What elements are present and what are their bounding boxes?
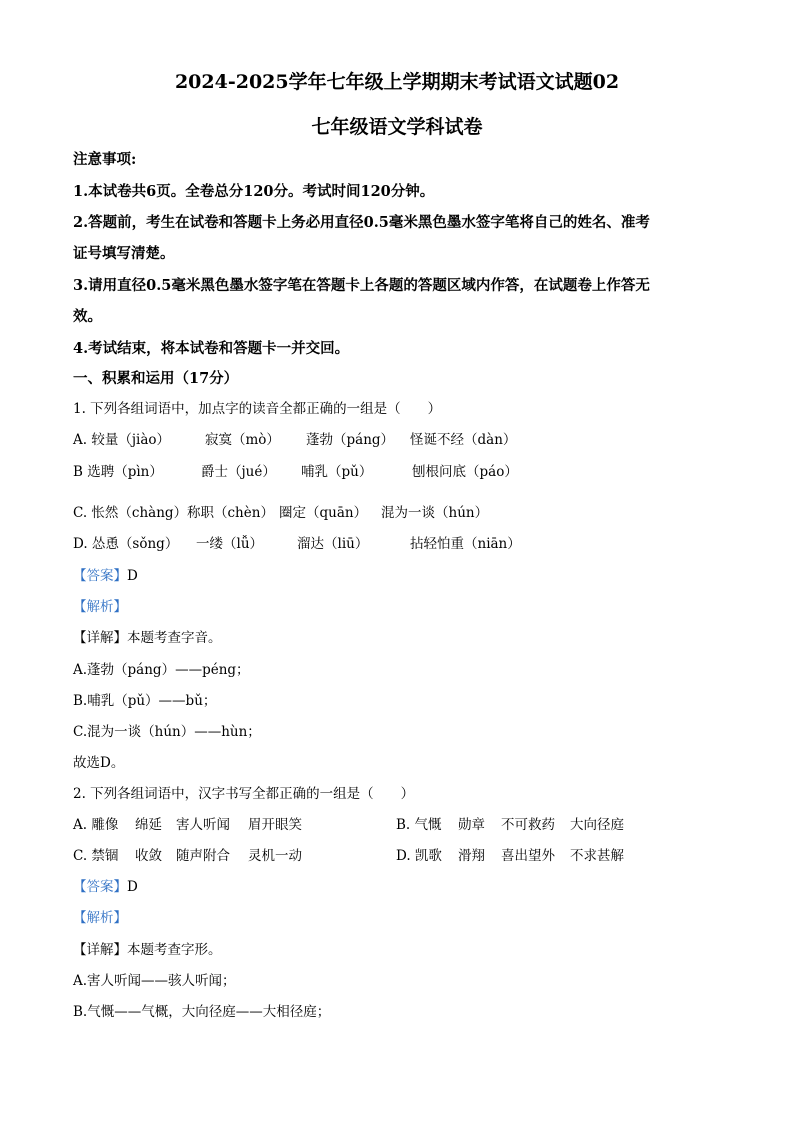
section-heading: 一、积累和运用（17分）	[73, 370, 239, 387]
q1-option-c-item: C. 怅然（chàng）	[73, 505, 188, 521]
analysis-tag: 【解析】	[73, 910, 127, 926]
notice-item-cont: 证号填写清楚。	[73, 245, 175, 262]
q2-option-a-item: 绵延	[135, 817, 162, 833]
detail-tag: 【详解】	[73, 942, 127, 958]
q1-option-d-item: 一缕（lǚ）	[196, 536, 264, 552]
q1-option-b-item: 刨根问底（páo）	[412, 464, 518, 480]
notice-item: 1.本试卷共6页。全卷总分120分。考试时间120分钟。	[73, 183, 435, 200]
q2-option-b-item: B. 气慨	[396, 817, 442, 833]
q2-option-c-item: C. 禁锢	[73, 848, 119, 864]
q2-answer	[73, 877, 733, 897]
q1-note: A.蓬勃（páng）——péng；	[73, 662, 250, 678]
notice-item: 3.请用直径0.5毫米黑色墨水签字笔在答题卡上各题的答题区域内作答，在试题卷上作答无	[73, 277, 650, 294]
exam-subtitle: 七年级语文学科试卷	[311, 116, 483, 138]
q1-option-b-item: B 选聘（pìn）	[73, 464, 163, 480]
answer-tag: 【答案】	[73, 568, 127, 584]
q1-answer	[73, 566, 733, 586]
notice-item: 4.考试结束，将本试卷和答题卡一并交回。	[73, 340, 350, 357]
q1-option-a-item: 怪诞不经（dàn）	[410, 432, 517, 448]
q1-option-d-item: 溜达（liū）	[297, 536, 369, 552]
q1-option-b-item: 哺乳（pǔ）	[301, 464, 373, 480]
q1-option-a-item: A. 较量（jiào）	[73, 432, 171, 448]
detail-text: 本题考查字音。	[127, 630, 222, 646]
q1-option-c-item: 圈定（quān）	[279, 505, 368, 521]
q1-option-a-item: 寂寞（mò）	[205, 432, 280, 448]
q2-stem: 2. 下列各组词语中，汉字书写全都正确的一组是（ ）	[73, 786, 415, 802]
q1-option-a-item: 蓬勃（páng）	[306, 432, 395, 448]
q1-option-b-item: 爵士（jué）	[201, 464, 276, 480]
q2-option-a-item: 眉开眼笑	[248, 817, 302, 833]
q1-option-d-item: 拈轻怕重（niān）	[410, 536, 521, 552]
q1-analysis-tag	[73, 597, 733, 617]
answer-value: D	[127, 879, 138, 895]
q1-detail	[73, 628, 733, 648]
q2-detail	[73, 940, 733, 960]
q2-option-c-item: 随声附合	[176, 848, 230, 864]
q1-note: 故选D。	[73, 755, 125, 771]
q1-stem: 1. 下列各组词语中，加点字的读音全都正确的一组是（ ）	[73, 401, 442, 417]
q2-option-c-item: 灵机一动	[248, 848, 302, 864]
detail-text: 本题考查字形。	[127, 942, 222, 958]
q2-analysis-tag	[73, 908, 733, 928]
q1-option-c-item: 混为一谈（hún）	[381, 505, 489, 521]
notice-item-cont: 效。	[73, 308, 102, 325]
q2-option-b-item: 勋章	[458, 817, 485, 833]
exam-title: 2024-2025学年七年级上学期期末考试语文试题02	[174, 71, 620, 93]
answer-value: D	[127, 568, 138, 584]
q2-option-b-item: 不可救药	[501, 817, 555, 833]
q1-note: C.混为一谈（hún）——hùn；	[73, 724, 261, 740]
q2-option-b-item: 大向径庭	[570, 817, 624, 833]
q2-note: A.害人听闻——骇人听闻；	[73, 973, 236, 989]
q1-note: B.哺乳（pǔ）——bǔ；	[73, 693, 217, 709]
q1-option-d-item: D. 怂恿（sǒng）	[73, 536, 179, 552]
notice-item: 2.答题前，考生在试卷和答题卡上务必用直径0.5毫米黑色墨水签字笔将自己的姓名、准考	[73, 214, 650, 231]
answer-tag: 【答案】	[73, 879, 127, 895]
detail-tag: 【详解】	[73, 630, 127, 646]
analysis-tag: 【解析】	[73, 599, 127, 615]
q2-option-d-item: D. 凯歌	[396, 848, 442, 864]
q2-option-d-item: 喜出望外	[501, 848, 555, 864]
q2-note: B.气慨——气概，大向径庭——大相径庭；	[73, 1004, 331, 1020]
q2-option-c-item: 收敛	[135, 848, 162, 864]
q1-option-c-item: 称职（chèn）	[187, 505, 274, 521]
notice-heading: 注意事项:	[73, 151, 137, 168]
q2-option-d-item: 滑翔	[458, 848, 485, 864]
q2-option-a-item: 害人听闻	[176, 817, 230, 833]
q2-option-a-item: A. 雕像	[73, 817, 119, 833]
q2-option-d-item: 不求甚解	[570, 848, 624, 864]
